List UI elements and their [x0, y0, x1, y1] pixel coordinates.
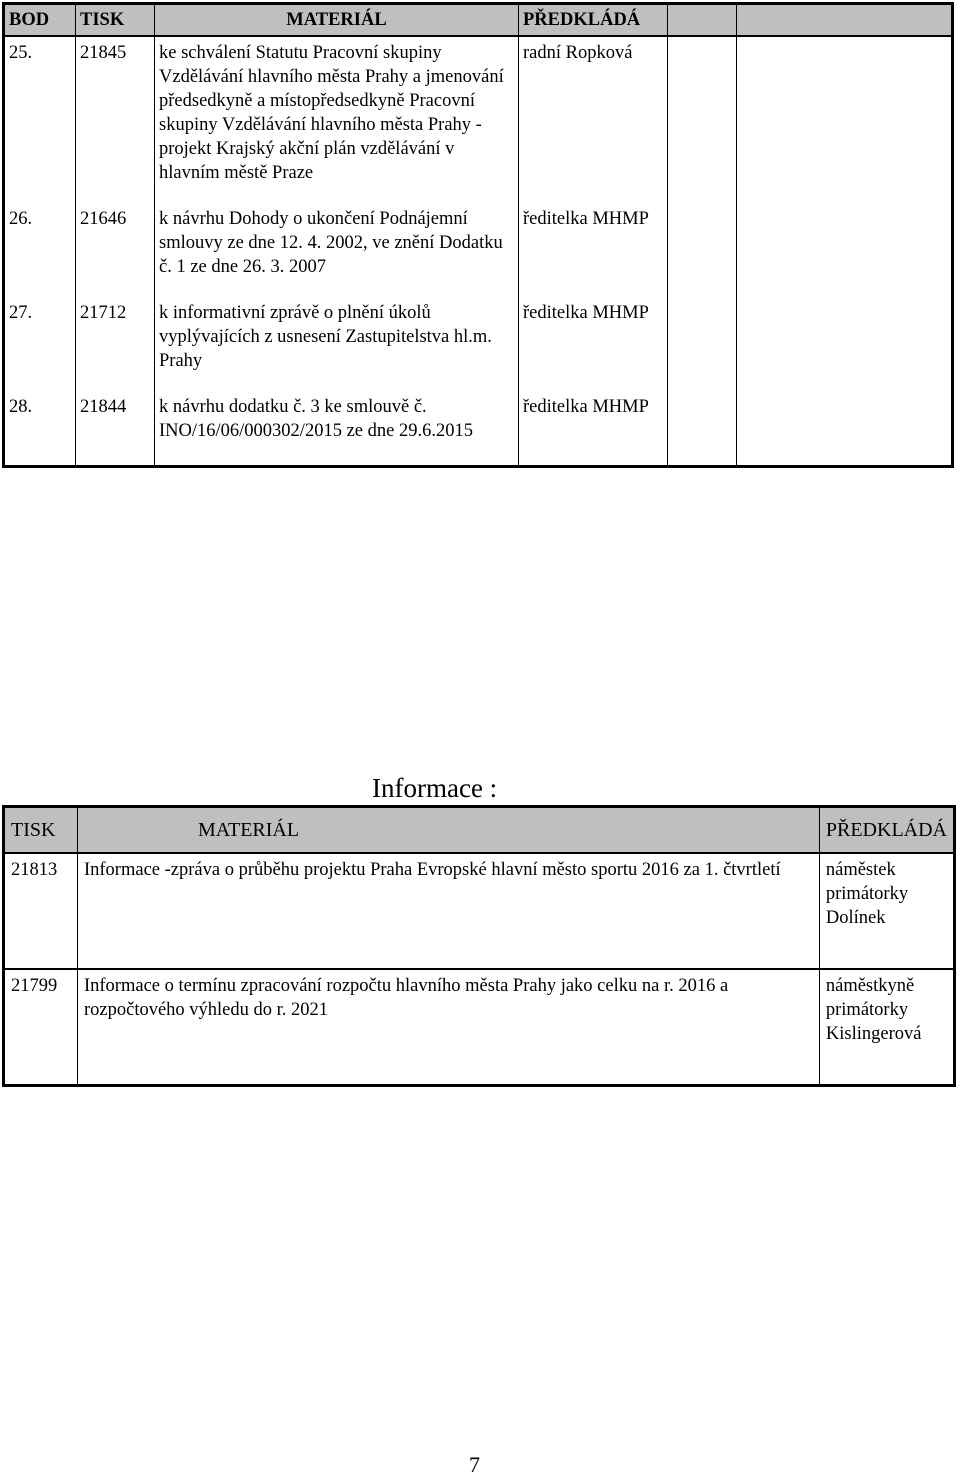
info-row-material: Informace o termínu zpracování rozpočtu hlavního města Prahy jako celku na r. 2016 a rozpočtového výhledu do r. 2021: [77, 969, 819, 1086]
row-bod: 28.: [4, 395, 76, 467]
table-row: [4, 36, 953, 207]
info-section-title: Informace :: [372, 773, 498, 803]
row-material: k návrhu dodatku č. 3 ke smlouvě č. INO/16/06/000302/2015 ze dne 29.6.2015: [155, 395, 519, 467]
info-row-tisk: 21799: [4, 969, 78, 1086]
row-tisk: 21845: [76, 36, 155, 207]
header-empty-1: [668, 4, 737, 37]
row-predklada: radní Ropková: [519, 36, 668, 207]
header-empty-2: [737, 4, 953, 37]
info-header-tisk: TISK: [4, 807, 78, 854]
row-predklada: ředitelka MHMP: [519, 395, 668, 467]
info-header-predklada: PŘEDKLÁDÁ: [819, 807, 954, 854]
info-row-tisk: 21813: [4, 853, 78, 969]
row-tisk: 21646: [76, 207, 155, 301]
row-empty-1: [668, 395, 737, 467]
info-table: [2, 805, 956, 1087]
header-predklada: PŘEDKLÁDÁ: [519, 4, 668, 37]
row-tisk: 21712: [76, 301, 155, 395]
row-empty-2: [737, 207, 953, 301]
row-material: k návrhu Dohody o ukončení Podnájemní smlouvy ze dne 12. 4. 2002, ve znění Dodatku č. 1 ze dne 26. 3. 2007: [155, 207, 519, 301]
row-empty-2: [737, 36, 953, 207]
agenda-table: [2, 2, 954, 468]
table-row: [4, 207, 953, 301]
row-bod: 25.: [4, 36, 76, 207]
header-tisk: TISK: [76, 4, 155, 37]
table-row: [4, 853, 955, 969]
row-material: k informativní zprávě o plnění úkolů vyplývajících z usnesení Zastupitelstva hl.m. Prahy: [155, 301, 519, 395]
row-predklada: ředitelka MHMP: [519, 301, 668, 395]
info-row-material: Informace -zpráva o průběhu projektu Praha Evropské hlavní město sportu 2016 za 1. čtvrtletí: [77, 853, 819, 969]
table-row: [4, 301, 953, 395]
row-predklada: ředitelka MHMP: [519, 207, 668, 301]
row-empty-1: [668, 207, 737, 301]
info-header-row: [4, 807, 955, 854]
header-bod: BOD: [4, 4, 76, 37]
info-row-predklada: náměstkyně primátorky Kislingerová: [819, 969, 954, 1086]
row-empty-1: [668, 301, 737, 395]
info-header-material: MATERIÁL: [77, 807, 819, 854]
row-empty-1: [668, 36, 737, 207]
header-material: MATERIÁL: [155, 4, 519, 37]
table-row: [4, 395, 953, 467]
table-row: [4, 969, 955, 1086]
row-bod: 26.: [4, 207, 76, 301]
page-number: 7: [469, 1452, 480, 1477]
row-empty-2: [737, 301, 953, 395]
row-material: ke schválení Statutu Pracovní skupiny Vzdělávání hlavního města Prahy a jmenování předsedkyně a místopředsedkyně Pracovní skupiny Vzdělávání hlavního města Prahy - projekt Krajský akční plán vzdělávání v hlavním městě Praze: [155, 36, 519, 207]
agenda-header-row: [4, 4, 953, 37]
row-tisk: 21844: [76, 395, 155, 467]
row-bod: 27.: [4, 301, 76, 395]
info-row-predklada: náměstek primátorky Dolínek: [825, 860, 909, 928]
row-empty-2: [737, 395, 953, 467]
